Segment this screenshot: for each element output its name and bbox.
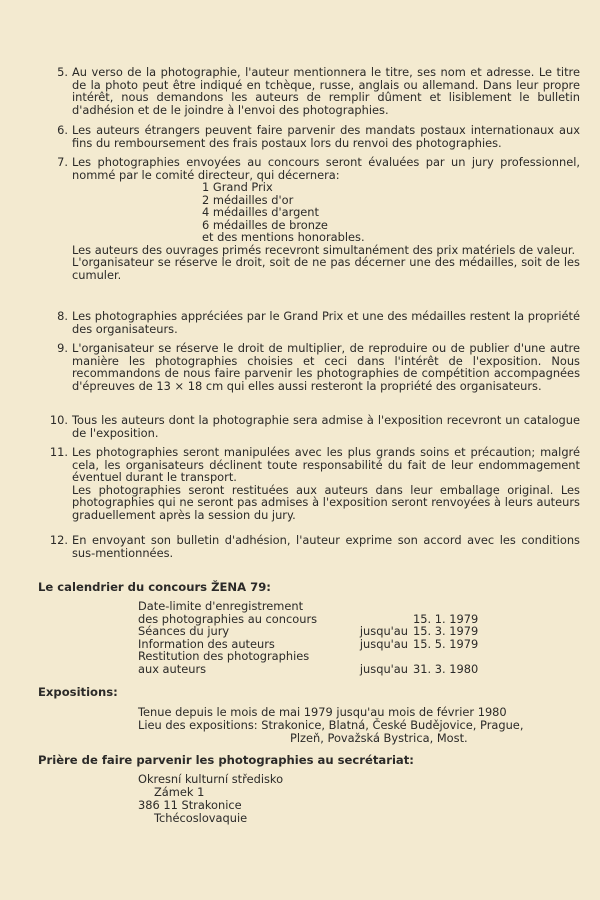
calendar-label: aux auteurs [138,661,207,676]
item-number: 12. [49,533,68,547]
calendar-prefix: jusqu'au [359,636,408,651]
paragraph: Tous les auteurs dont la photographie sera admise à l'exposition recevront un catalogue de l'exposition. [72,413,580,440]
paragraph: Au verso de la photographie, l'auteur mentionnera le titre, ses nom et adresse. Le titre de la photo peut être indiqué en tchèque, russe, anglais ou allemand. Dans leur propre intérêt, nous demandons les auteurs de remplir dûment et lisiblement le bulletin d'adhésion et de le joindre à l'envoi des photographies. [72,65,580,117]
item-text [72,156,580,281]
calendar-label: Séances du jury [138,624,230,638]
calendar-label: Information des auteurs [138,636,275,651]
item-number: 5. [57,65,68,79]
address-line: Tchécoslovaquie [154,811,248,825]
prize-item: 2 médailles d'or [202,192,294,207]
calendar-row [138,600,498,613]
paragraph: Les auteurs des ouvrages primés recevront simultanément des prix matériels de valeur. [72,242,576,257]
calendar-row [138,650,498,663]
calendar-date: 15. 5. 1979 [413,636,479,651]
paragraph: L'organisateur se réserve le droit, soit de ne pas décerner une des médailles, soit de les cumuler. [72,255,580,282]
item-text [72,342,580,392]
calendar-prefix: jusqu'au [359,661,408,676]
secretariat-title: Prière de faire parvenir les photographies au secrétariat: [38,753,414,767]
item-number: 9. [57,341,68,355]
item-text [72,446,580,521]
address-line: Okresní kulturní středisko [138,772,284,786]
prize-item: 4 médailles d'argent [202,205,319,219]
paragraph: Les photographies envoyées au concours seront évaluées par un jury professionnel, nommé par le comité directeur, qui décernera: [72,155,580,182]
paragraph: L'organisateur se réserve le droit de multiplier, de reproduire ou de publier d'une autre manière les photographies choisies et ceci dans l'intérêt de l'exposition. Nous recommandons de nous faire parvenir les photographies de compétition accompagnées d'épreuves de 13 × 18 cm qui elles aussi resteront la propriété des organisateurs. [72,341,580,393]
paragraph: En envoyant son bulletin d'adhésion, l'auteur exprime son accord avec les conditions sus-mentionnées. [72,533,580,560]
paragraph: Les photographies seront manipulées avec les plus grands soins et précaution; malgré cela, les organisateurs déclinent toute responsabilité du fait de leur endommagement éventuel durant le transport. [72,445,580,484]
calendar-prefix: jusqu'au [359,624,408,638]
prize-list [202,181,580,244]
item-number: 11. [49,445,68,459]
calendar-label: Restitution des photographies [138,649,310,663]
item-text [72,66,580,116]
expositions-dates: Tenue depuis le mois de mai 1979 jusqu'au mois de février 1980 [138,705,507,719]
prize-item: 6 médailles de bronze [202,217,328,232]
item-number: 10. [49,413,68,427]
expositions-title: Expositions: [38,685,118,699]
item-text [72,124,580,149]
paragraph: Les photographies seront restituées aux auteurs dans leur emballage original. Les photographies qui ne seront pas admises à l'exposition seront renvoyées à leurs auteurs graduellement après la session du jury. [72,482,580,522]
item-text [72,534,580,559]
address-line: Zámek 1 [154,785,205,799]
calendar-date: 15. 1. 1979 [413,611,479,626]
calendar-date: 15. 3. 1979 [413,624,479,638]
calendar-table [138,600,498,675]
prize-item: et des mentions honorables. [202,230,365,244]
calendar-label: des photographies au concours [138,611,318,626]
calendar-row [138,663,498,676]
expositions-places: Lieu des expositions: Strakonice, Blatná, České Budějovice, Prague, [138,718,524,732]
prize-item: 1 Grand Prix [202,180,273,194]
paragraph: Les auteurs étrangers peuvent faire parvenir des mandats postaux internationaux aux fins du remboursement des frais postaux lors du renvoi des photographies. [72,123,580,150]
paragraph: Les photographies appréciées par le Grand Prix et une des médailles restent la propriété des organisateurs. [72,309,580,336]
expositions-places-cont: Plzeň, Považská Bystrica, Most. [290,731,468,745]
item-text [72,414,580,439]
address-line: 386 11 Strakonice [138,798,242,812]
calendar-row [138,625,498,638]
item-number: 7. [57,155,68,169]
item-number: 6. [57,123,68,137]
calendar-date: 31. 3. 1980 [413,661,479,676]
calendar-label: Date-limite d'enregistrement [138,599,304,613]
item-text [72,310,580,335]
item-number: 8. [57,309,68,323]
calendar-title: Le calendrier du concours ŽENA 79: [38,580,271,594]
